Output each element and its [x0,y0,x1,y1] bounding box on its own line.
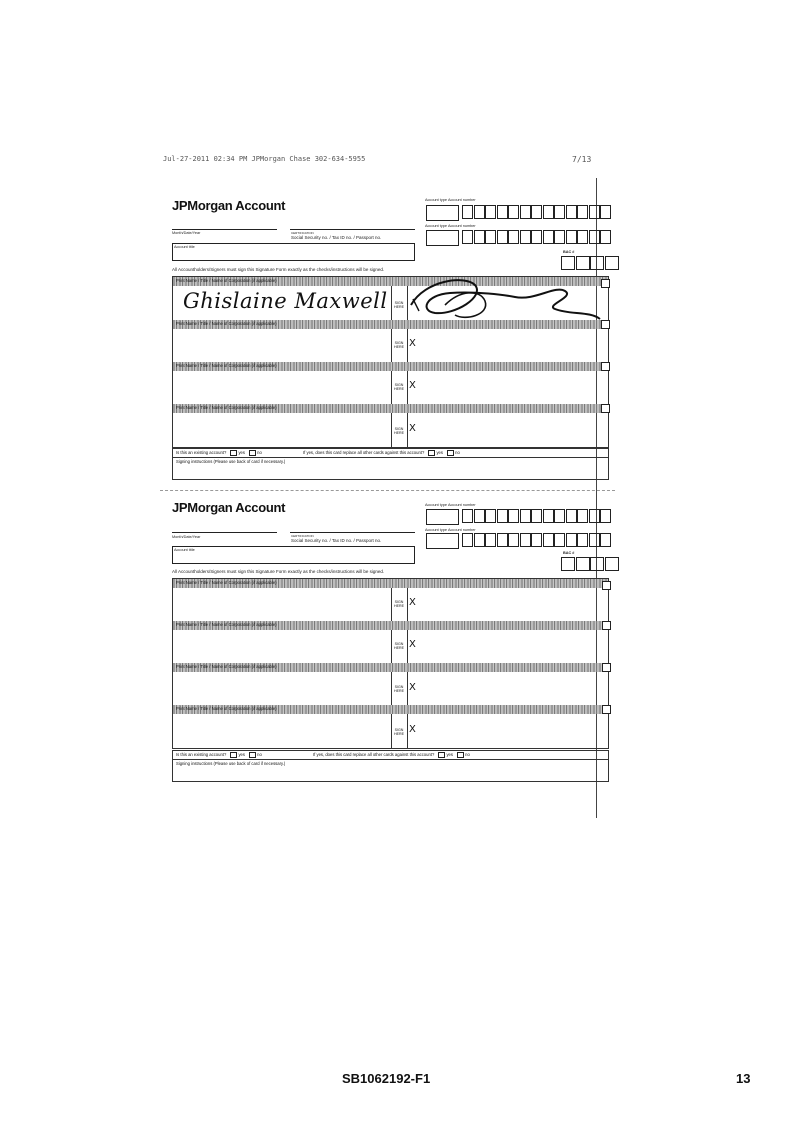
signer-band [173,705,608,714]
sign-divider [407,371,408,404]
account-number-label: Account number [448,503,476,507]
existing-yes-checkbox[interactable] [230,450,237,456]
sign-x-mark[interactable]: X [409,338,416,349]
sign-divider [407,630,408,663]
signers-table [172,276,609,448]
account-type-field[interactable] [426,509,459,525]
no-label: no [257,752,262,758]
account-number-boxes[interactable] [462,509,612,523]
band-label: Print Name / Title / Name of Corporation (if applicable) [176,664,277,669]
account-type-label: Account type [425,198,447,202]
existing-account-row [172,750,609,760]
signers-table [172,578,609,749]
corner-checkbox[interactable] [601,404,610,413]
replace-yes-checkbox[interactable] [428,450,435,456]
corner-checkbox[interactable] [602,705,611,714]
corner-checkbox[interactable] [602,663,611,672]
yes-label: yes [238,752,245,758]
sign-here-label: SIGN HERE [394,685,404,693]
handwritten-signature [405,275,605,325]
account-title-field[interactable] [172,243,415,261]
band-label: Print Name / Title / Name of Corporation (if applicable) [176,363,277,368]
band-label: Print Name / Title / Name of Corporation (if applicable) [176,706,277,711]
corner-checkbox[interactable] [602,621,611,630]
account-type-label-2: Account type [425,528,447,532]
sign-x-mark[interactable]: X [409,597,416,608]
existing-account-question: Is this an existing account? [176,450,227,456]
band-label: Print Name / Title / Name of Corporation (if applicable) [176,278,277,283]
signing-instructions-label: Signing instructions (Please use back of card if necessary.) [176,761,286,766]
signer-band [173,663,608,672]
replace-cards-question: If yes, does this card replace all other cards against this account? [303,450,425,456]
fax-page-number: 7/13 [572,155,592,164]
existing-yes-checkbox[interactable] [230,752,237,758]
sign-divider [407,672,408,705]
no-label: no [257,450,262,456]
account-number-boxes-2[interactable] [462,533,612,547]
signing-instructions-box[interactable] [172,458,609,480]
document-id: SB1062192-F1 [342,1071,431,1086]
signer-band [173,579,608,588]
sign-here-label: SIGN HERE [394,383,404,391]
fax-header-left: Jul-27-2011 02:34 PM JPMorgan Chase 302-634-5955 [163,155,366,163]
account-type-field-2[interactable] [426,230,459,246]
signer-band [173,404,608,413]
date-line [172,532,277,533]
replace-no-checkbox[interactable] [457,752,464,758]
sign-x-mark[interactable]: X [409,380,416,391]
date-label: Month/Date/Year [172,231,201,235]
account-number-boxes-2[interactable] [462,230,612,244]
sign-here-label: SIGN HERE [394,642,404,650]
signer-band [173,320,608,329]
sign-here-label: SIGN HERE [394,728,404,736]
ssn-line [290,229,415,230]
yes-label: yes [238,450,245,456]
bac-label: BAC # [563,551,575,555]
ssn-label: Social Security no. / Tax ID no. / Passport no. [291,235,382,240]
sign-here-label: SIGN HERE [394,301,404,309]
page-number: 13 [736,1071,751,1086]
corner-checkbox[interactable] [601,320,610,329]
band-label: Print Name / Title / Name of Corporation (if applicable) [176,405,277,410]
no-label: no [455,450,460,456]
signer-band [173,621,608,630]
ssn-caption: CERTIFICATION [291,534,314,538]
signing-instructions-label: Signing instructions (Please use back of card if necessary.) [176,459,286,464]
account-number-label: Account number [448,198,476,202]
existing-account-row [172,448,609,458]
signer-band [173,362,608,371]
date-label: Month/Date/Year [172,535,201,539]
signing-instructions-box[interactable] [172,760,609,782]
existing-no-checkbox[interactable] [249,752,256,758]
form-title: JPMorgan Account [172,198,286,213]
sign-x-mark[interactable]: X [409,639,416,650]
form-title: JPMorgan Account [172,500,286,515]
account-number-label-2: Account number [448,528,476,532]
sign-x-mark[interactable]: X [409,724,416,735]
ssn-caption: CERTIFICATION [291,231,314,235]
replace-cards-question: If yes, does this card replace all other cards against this account? [313,752,435,758]
account-title-field[interactable] [172,546,415,564]
sign-here-label: SIGN HERE [394,427,404,435]
account-title-label: Account title [174,245,195,249]
sign-x-mark[interactable]: X [409,682,416,693]
replace-yes-checkbox[interactable] [438,752,445,758]
account-title-label: Account title [174,548,195,552]
ssn-line [290,532,415,533]
signature-instruction: All Accountholders/Signers must sign this Signature Form exactly as the checks/instructions will be signed. [172,267,385,272]
sign-divider [407,329,408,362]
corner-checkbox[interactable] [601,362,610,371]
account-type-label-2: Account type [425,224,447,228]
band-label: Print Name / Title / Name of Corporation (if applicable) [176,580,277,585]
corner-checkbox[interactable] [601,279,610,288]
band-label: Print Name / Title / Name of Corporation (if applicable) [176,622,277,627]
date-line [172,229,277,230]
account-type-field-2[interactable] [426,533,459,549]
account-type-field[interactable] [426,205,459,221]
sign-divider [407,714,408,748]
account-type-label: Account type [425,503,447,507]
signature-instruction: All Accountholders/Signers must sign this Signature Form exactly as the checks/instructions will be signed. [172,569,385,574]
sign-divider [407,588,408,621]
replace-no-checkbox[interactable] [447,450,454,456]
band-label: Print Name / Title / Name of Corporation (if applicable) [176,321,277,326]
bac-boxes[interactable] [561,557,619,571]
account-number-label-2: Account number [448,224,476,228]
sign-x-mark[interactable]: X [409,423,416,434]
bac-label: BAC # [563,250,575,254]
sign-divider [407,413,408,447]
no-label: no [465,752,470,758]
sign-here-label: SIGN HERE [394,600,404,608]
existing-account-question: Is this an existing account? [176,752,227,758]
account-number-boxes[interactable] [462,205,612,219]
yes-label: yes [436,450,443,456]
sign-here-label: SIGN HERE [394,341,404,349]
signer-name-input[interactable]: Ghislaine Maxwell [183,289,388,313]
bac-boxes[interactable] [561,256,619,270]
ssn-label: Social Security no. / Tax ID no. / Passport no. [291,538,382,543]
yes-label: yes [446,752,453,758]
existing-no-checkbox[interactable] [249,450,256,456]
cut-line [160,490,615,491]
corner-checkbox[interactable] [602,581,611,590]
